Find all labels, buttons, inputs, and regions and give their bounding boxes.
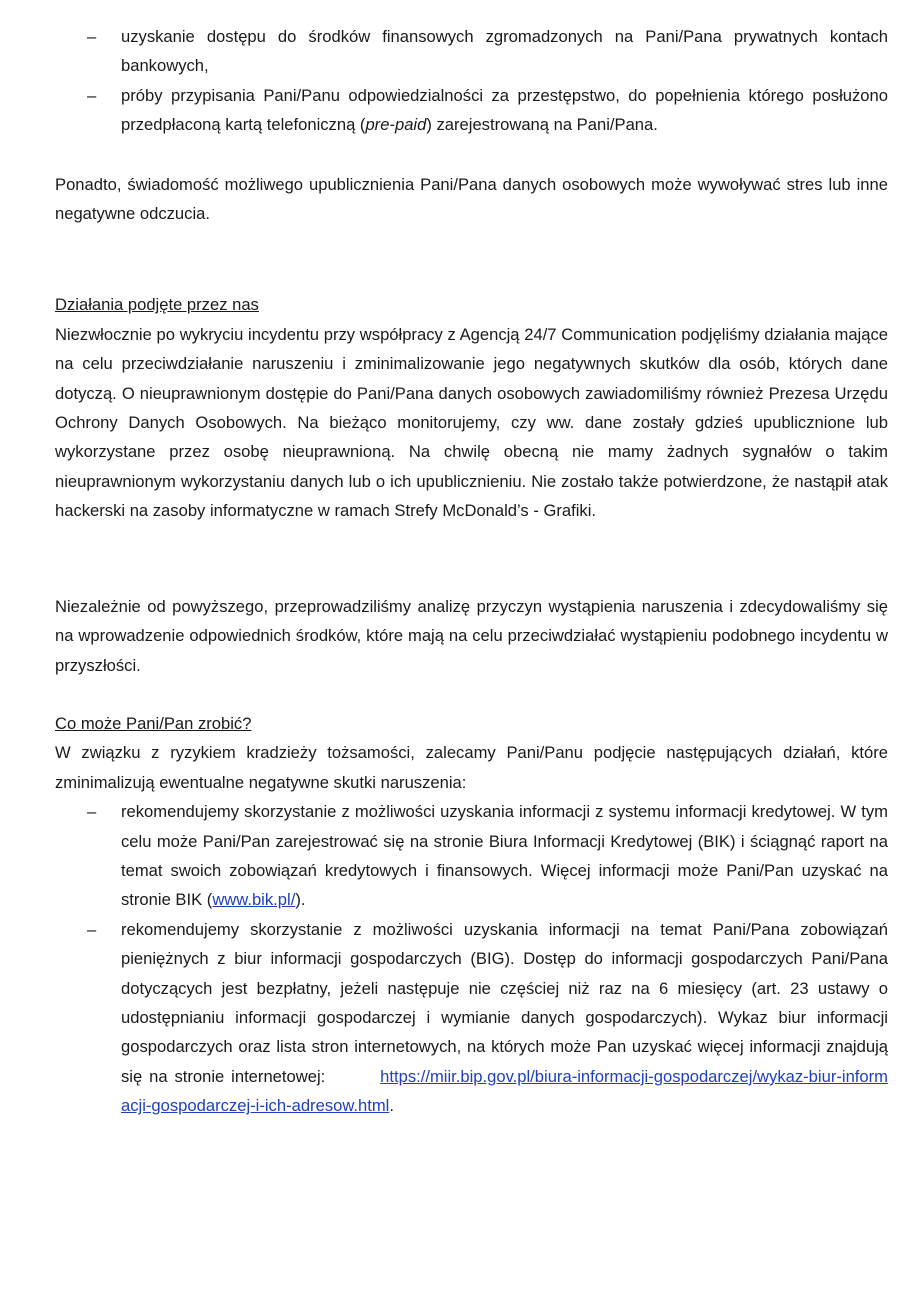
recommendation-list: [55, 797, 888, 1120]
bullet-dash: –: [87, 802, 97, 822]
stress-paragraph: Ponadto, świadomość możliwego upublicznienia Pani/Pana danych osobowych może wywoływać stres lub inne negatywne odczucia.: [55, 174, 888, 224]
miir-tail: .: [389, 1096, 394, 1116]
bik-link[interactable]: www.bik.pl/: [212, 890, 296, 910]
bik-tail: ).: [295, 890, 306, 910]
list-item: [55, 22, 888, 81]
analysis-paragraph: Niezależnie od powyższego, przeprowadziliśmy analizę przyczyn wystąpienia naruszenia i zdecydowaliśmy się na wprowadzenie odpowiednich środków, które mają na celu przeciwdziałać wystąpieniu podobnego incydentu w przyszłości.: [55, 596, 888, 675]
bik-text: rekomendujemy skorzystanie z możliwości uzyskania informacji z systemu informacji kredytowej. W tym celu może Pani/Pan zarejestrować się na stronie Biura Informacji Kredytowej (BIK) i ściągnąć raport na temat swoich zobowiązań kredytowych i finansowych. Więcej informacji może Pani/Pan uzyskać na stronie BIK (: [121, 802, 888, 910]
bullet-text-prepaid: próby przypisania Pani/Panu odpowiedzialności za przestępstwo, do popełnienia którego posłużono przedpłaconą kartą telefoniczną (pre-paid) zarejestrowaną na Pani/Pana.: [121, 85, 888, 135]
list-item: [55, 81, 888, 140]
big-text: rekomendujemy skorzystanie z możliwości uzyskania informacji na temat Pani/Pana zobowiązań pieniężnych z biur informacji gospodarczych (BIG). Dostęp do informacji gospodarczych Pani/Pana dotyczących jest bezpłatny, jeżeli następuje nie częściej niż raz na 6 miesięcy (art. 23 ustawy o udostępnianiu informacji gospodarczej i wymianie danych gospodarczych). Wykaz biur informacji gospodarczych oraz lista stron internetowych, na których może Pan uzyskać więcej informacji znajdują się na stronie internetowej:: [121, 919, 888, 1086]
miir-link[interactable]: https://miir.bip.gov.pl/biura-informacji-gospodarczej/wykaz-biur-informacji-gospodarczej-i-ich-adresow.html: [121, 1066, 888, 1116]
prepaid-term: pre-paid: [365, 115, 427, 135]
bullet-dash: –: [87, 85, 97, 105]
list-item: [55, 915, 888, 1121]
actions-paragraph: Niezwłocznie po wykryciu incydentu przy współpracy z Agencją 24/7 Communication podjęliśmy działania mające na celu przeciwdziałanie naruszeniu i zminimalizowanie jego negatywnych skutków dla osób, których dane dotyczą. O nieuprawnionym dostępie do Pani/Pana danych osobowych zawiadomiliśmy również Prezesa Urzędu Ochrony Danych Osobowych. Na bieżąco monitorujemy, czy ww. dane zostały gdzieś upublicznione lub wykorzystane przez osobę nieuprawnioną. Na chwilę obecną nie mamy żadnych sygnałów o takim nieuprawnionym wykorzystaniu danych lub o ich upublicznieniu. Nie zostało także potwierdzone, że nastąpił atak hackerski na zasoby informatyczne w ramach Strefy McDonald’s - Grafiki.: [55, 324, 888, 521]
list-item: [55, 797, 888, 915]
what-to-do-intro: W związku z ryzykiem kradzieży tożsamości, zalecamy Pani/Panu podjęcie następujących działań, które zminimalizują ewentualne negatywne skutki naruszenia:: [55, 743, 888, 792]
bullet-dash: –: [87, 919, 97, 939]
section-heading-actions: Działania podjęte przez nas: [55, 295, 259, 315]
bullet-dash: –: [87, 27, 97, 46]
section-heading-what-to-do: Co może Pani/Pan zrobić?: [55, 713, 252, 733]
top-bullet-list: [55, 22, 888, 140]
bullet-text: uzyskanie dostępu do środków finansowych zgromadzonych na Pani/Pana prywatnych kontach bankowych,: [121, 27, 888, 76]
